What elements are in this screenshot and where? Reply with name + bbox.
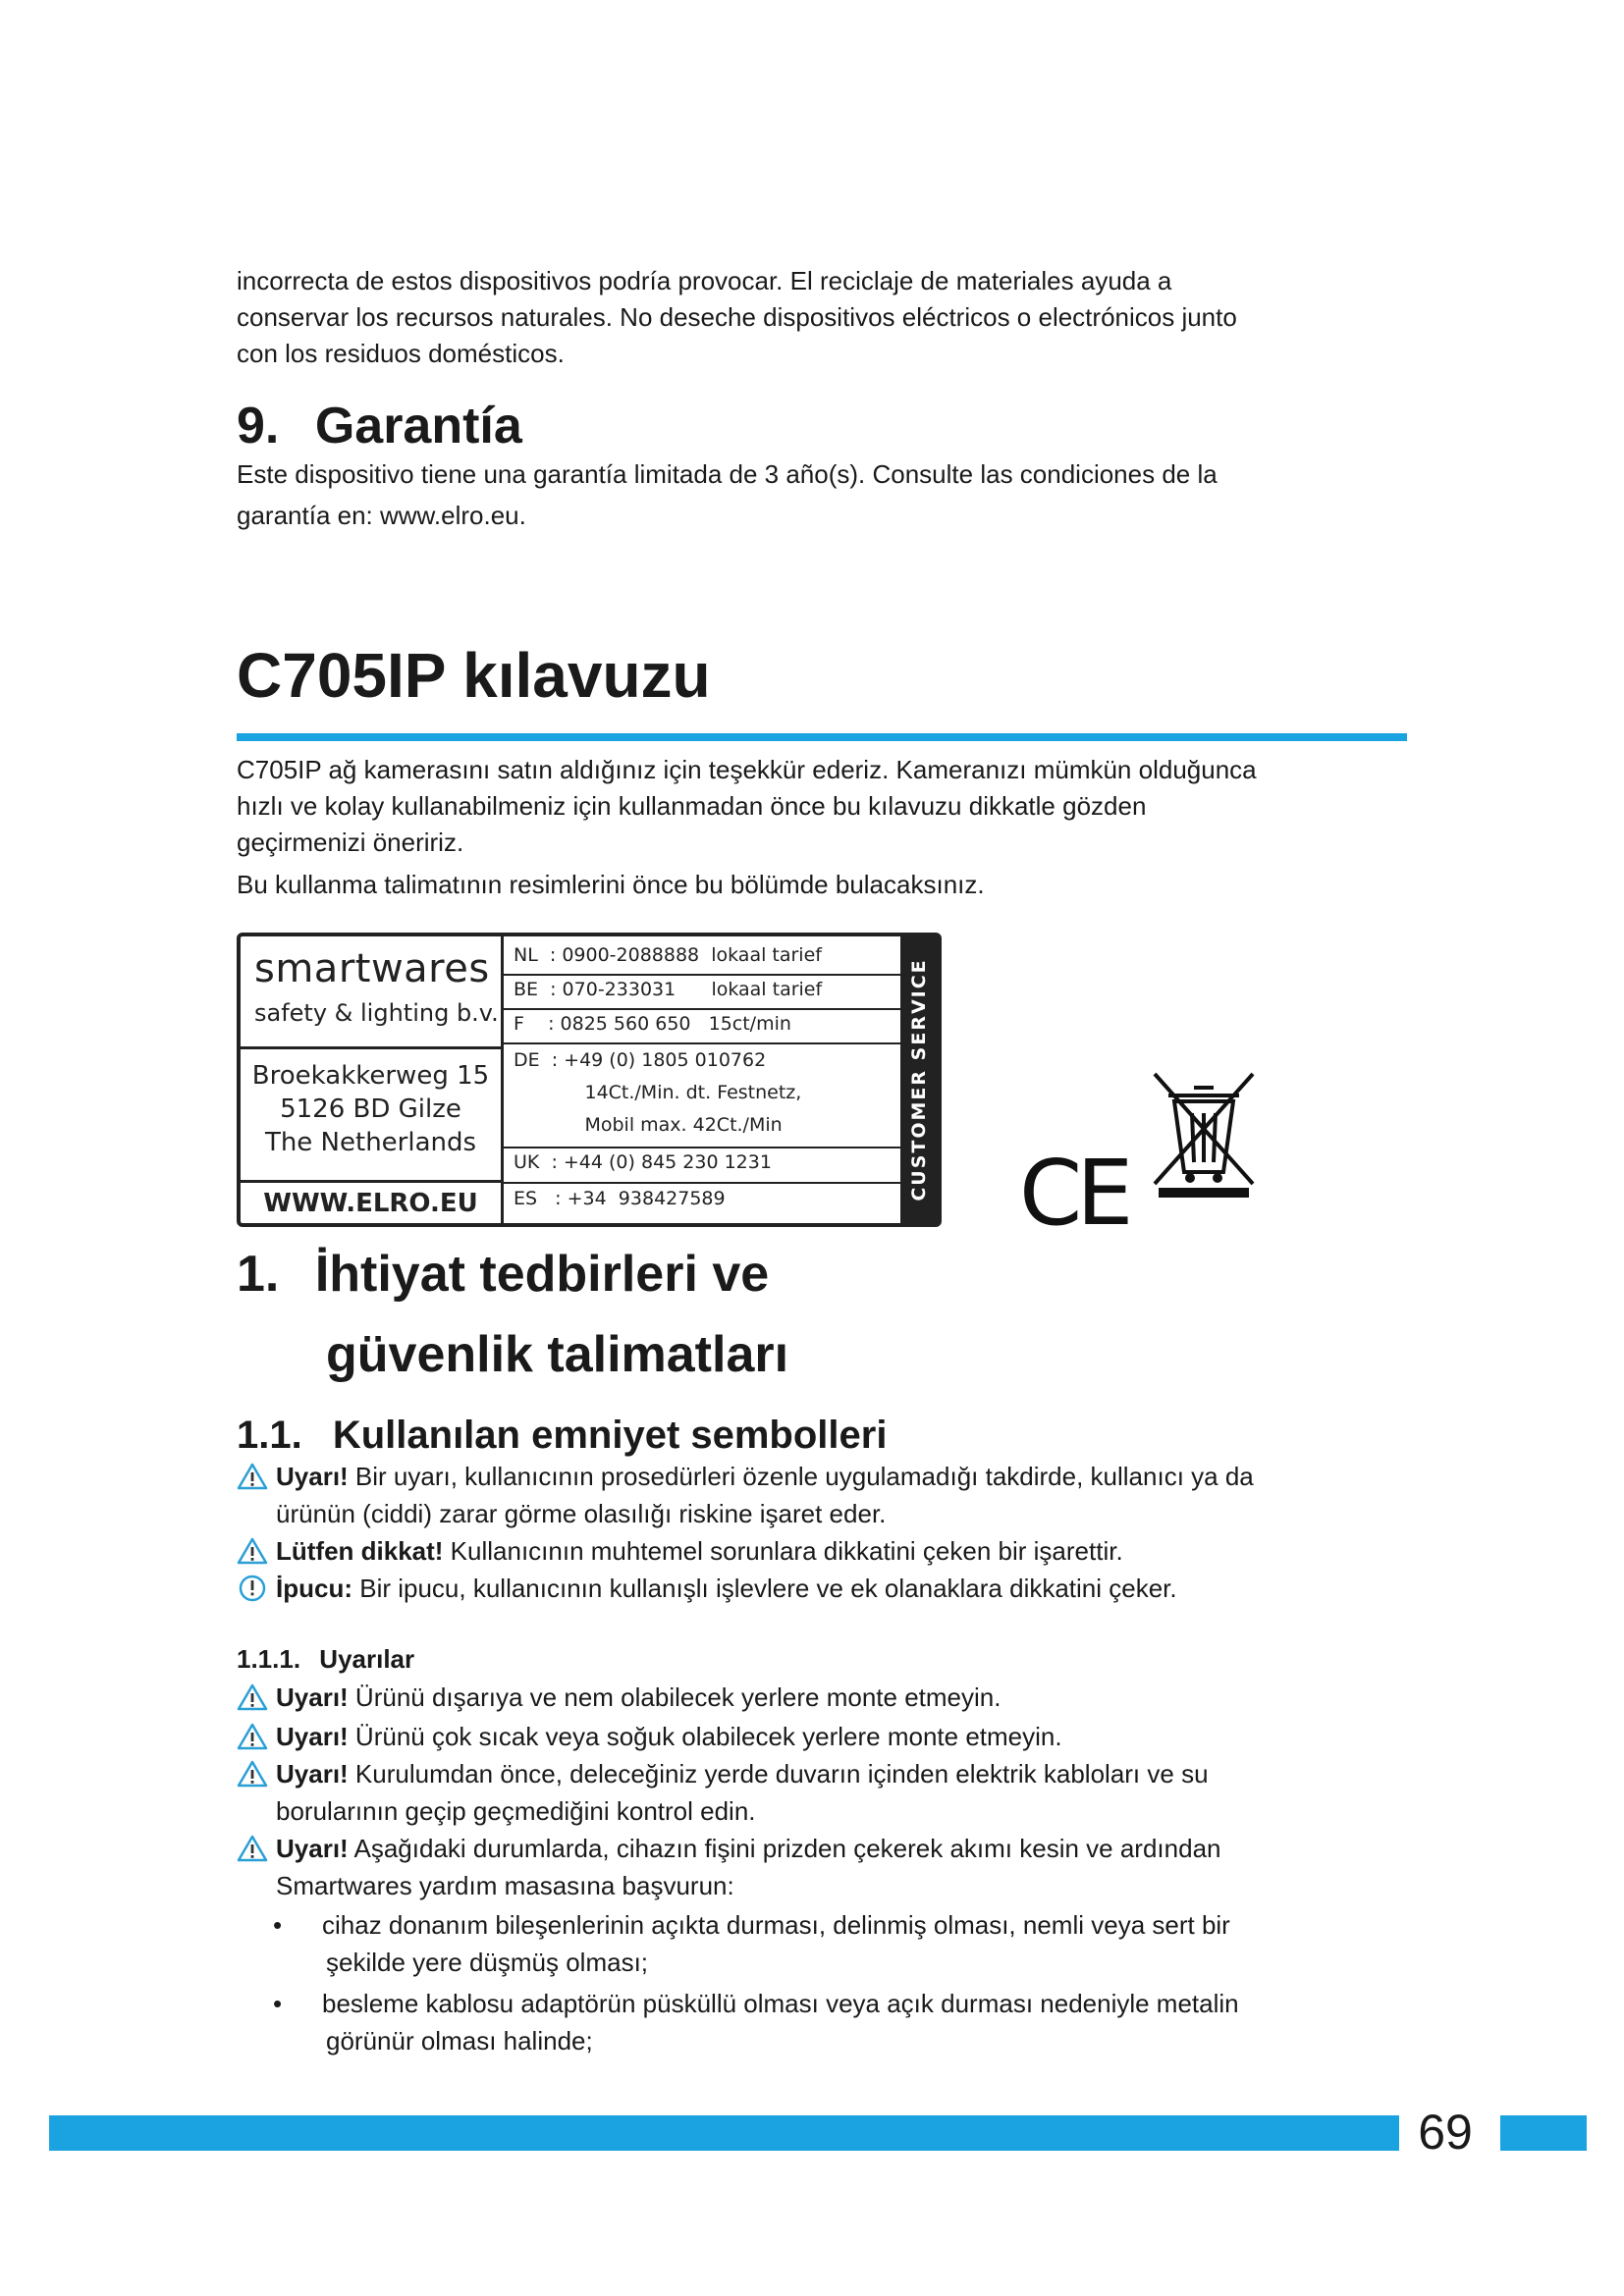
text-line: garantía en: www.elro.eu. [237, 501, 526, 530]
page-number: 69 [1418, 2105, 1473, 2160]
warning-text: Ürünü çok sıcak veya soğuk olabilecek yerlere monte etmeyin. [348, 1722, 1062, 1751]
bullet-icon: • [273, 1910, 283, 1940]
subsection-heading-1-1-1 [237, 1641, 414, 1677]
phone-row: 14Ct./Min. dt. Festnetz, [514, 1082, 802, 1103]
warning-text: Kurulumdan önce, deleceğiniz yerde duvarın içinden elektrik kabloları ve su [348, 1759, 1209, 1789]
warning-icon [237, 1683, 268, 1711]
divider [241, 1180, 501, 1183]
warning-label: Uyarı! [276, 1759, 349, 1789]
section-heading-9 [237, 397, 522, 455]
address-line: The Netherlands [264, 1128, 477, 1157]
warning-item [237, 1679, 1415, 1716]
phone-row: BE : 070-233031 lokaal tarief [514, 979, 823, 1000]
section-number: 1.1. [237, 1414, 302, 1457]
warning-label: Uyarı! [276, 1722, 349, 1751]
symbol-caution [237, 1532, 1415, 1570]
text-line: incorrecta de estos dispositivos podría provocar. El reciclaje de materiales ayuda a [237, 266, 1172, 295]
symbol-label: İpucu: [276, 1574, 352, 1603]
label-left-panel [241, 936, 504, 1223]
ce-mark: CE [1019, 1141, 1128, 1246]
subsection-heading-1-1 [237, 1412, 887, 1459]
manufacturer-label [237, 933, 942, 1227]
section-title-line2: güvenlik talimatları [326, 1326, 789, 1383]
website: WWW.ELRO.EU [263, 1189, 478, 1218]
divider [504, 1042, 902, 1044]
phone-row: DE : +49 (0) 1805 010762 [514, 1049, 767, 1071]
address-line: Broekakkerweg 15 [251, 1061, 490, 1091]
section-number: 1.1.1. [237, 1644, 301, 1674]
warning-icon [237, 1463, 268, 1490]
divider [504, 1182, 902, 1184]
warning-icon [237, 1537, 268, 1565]
footer-bar-left [49, 2115, 1399, 2151]
bullet-text-cont: görünür olması halinde; [326, 2026, 593, 2056]
divider [504, 1147, 902, 1148]
warning-icon [237, 1723, 268, 1750]
bullet-item [273, 1985, 1382, 2059]
phone-row: ES : +34 938427589 [514, 1188, 726, 1209]
text-line: con los residuos domésticos. [237, 339, 565, 368]
text-line: Bu kullanma talimatının resimlerini önce bu bölümde bulacaksınız. [237, 870, 985, 899]
warning-icon [237, 1760, 268, 1788]
divider [241, 1046, 501, 1049]
manual-title: C705IP kılavuzu [237, 640, 711, 711]
section-title: Uyarılar [319, 1644, 415, 1674]
label-phone-panel [504, 936, 902, 1223]
bullet-text: besleme kablosu adaptörün püsküllü olması veya açık durması nedeniyle metalin [322, 1989, 1239, 2018]
bullet-text: cihaz donanım bileşenlerinin açıkta durması, delinmiş olması, nemli veya sert bir [322, 1910, 1230, 1940]
brand-subtitle: safety & lighting b.v. [254, 999, 499, 1027]
warning-text: Aşağıdaki durumlarda, cihazın fişini prizden çekerek akımı kesin ve ardından [348, 1834, 1221, 1863]
warning-text-cont: borularının geçip geçmediğini kontrol edin. [276, 1796, 756, 1826]
phone-row: F : 0825 560 650 15ct/min [514, 1013, 791, 1035]
warning-text: Ürünü dışarıya ve nem olabilecek yerlere monte etmeyin. [348, 1682, 1001, 1712]
warning-item [237, 1755, 1415, 1830]
weee-bin-icon [1147, 1066, 1261, 1200]
customer-service-text: CUSTOMER SERVICE [908, 958, 930, 1201]
text-line: Este dispositivo tiene una garantía limitada de 3 año(s). Consulte las condiciones de la [237, 459, 1218, 489]
warning-text-cont: Smartwares yardım masasına başvurun: [276, 1871, 734, 1900]
text-line: hızlı ve kolay kullanabilmeniz için kullanmadan önce bu kılavuzu dikkatle gözden [237, 791, 1147, 821]
symbol-tip [237, 1570, 1415, 1607]
section-title: İhtiyat tedbirleri ve [314, 1246, 770, 1303]
symbol-label: Uyarı! [276, 1462, 349, 1491]
customer-service-band [900, 936, 938, 1223]
address [241, 1059, 501, 1159]
symbol-label: Lütfen dikkat! [276, 1536, 444, 1566]
section-title: Kullanılan emniyet sembolleri [332, 1414, 888, 1457]
warning-label: Uyarı! [276, 1834, 349, 1863]
warning-label: Uyarı! [276, 1682, 349, 1712]
brand-name: smartwares [254, 946, 490, 991]
footer-bar-right [1500, 2115, 1587, 2151]
symbol-text-cont: ürünün (ciddi) zarar görme olasılığı riskine işaret eder. [276, 1499, 887, 1528]
section-heading-1 [237, 1245, 769, 1304]
warning-item [237, 1718, 1415, 1755]
phone-row: NL : 0900-2088888 lokaal tarief [514, 944, 822, 966]
section-number: 1. [237, 1246, 280, 1303]
text-line: conservar los recursos naturales. No deseche dispositivos eléctricos o electrónicos junto [237, 302, 1237, 332]
symbol-warning [237, 1458, 1415, 1532]
warning-icon [237, 1835, 268, 1862]
section-number: 9. [237, 398, 280, 454]
text-line: geçirmenizi öneririz. [237, 828, 464, 857]
divider [504, 1008, 902, 1010]
phone-row: UK : +44 (0) 845 230 1231 [514, 1151, 772, 1173]
divider [504, 974, 902, 976]
symbol-text: Bir uyarı, kullanıcının prosedürleri özenle uygulamadığı takdirde, kullanıcı ya da [348, 1462, 1254, 1491]
symbol-text: Kullanıcının muhtemel sorunlara dikkatini çeken bir işarettir. [443, 1536, 1123, 1566]
info-icon [237, 1575, 268, 1602]
address-line: 5126 BD Gilze [280, 1095, 461, 1124]
warning-item [237, 1830, 1415, 1904]
symbol-text: Bir ipucu, kullanıcının kullanışlı işlevlere ve ek olanaklara dikkatini çeker. [352, 1574, 1177, 1603]
bullet-text-cont: şekilde yere düşmüş olması; [326, 1948, 649, 1977]
warranty-paragraph [237, 454, 1405, 536]
section-title: Garantía [314, 398, 522, 454]
phone-row: Mobil max. 42Ct./Min [514, 1114, 783, 1136]
bullet-item [273, 1906, 1382, 1981]
title-rule [237, 733, 1407, 741]
manual-intro [237, 752, 1405, 903]
bullet-icon: • [273, 1989, 283, 2018]
intro-paragraph [237, 263, 1405, 372]
text-line: C705IP ağ kamerasını satın aldığınız için teşekkür ederiz. Kameranızı mümkün olduğunca [237, 755, 1257, 784]
